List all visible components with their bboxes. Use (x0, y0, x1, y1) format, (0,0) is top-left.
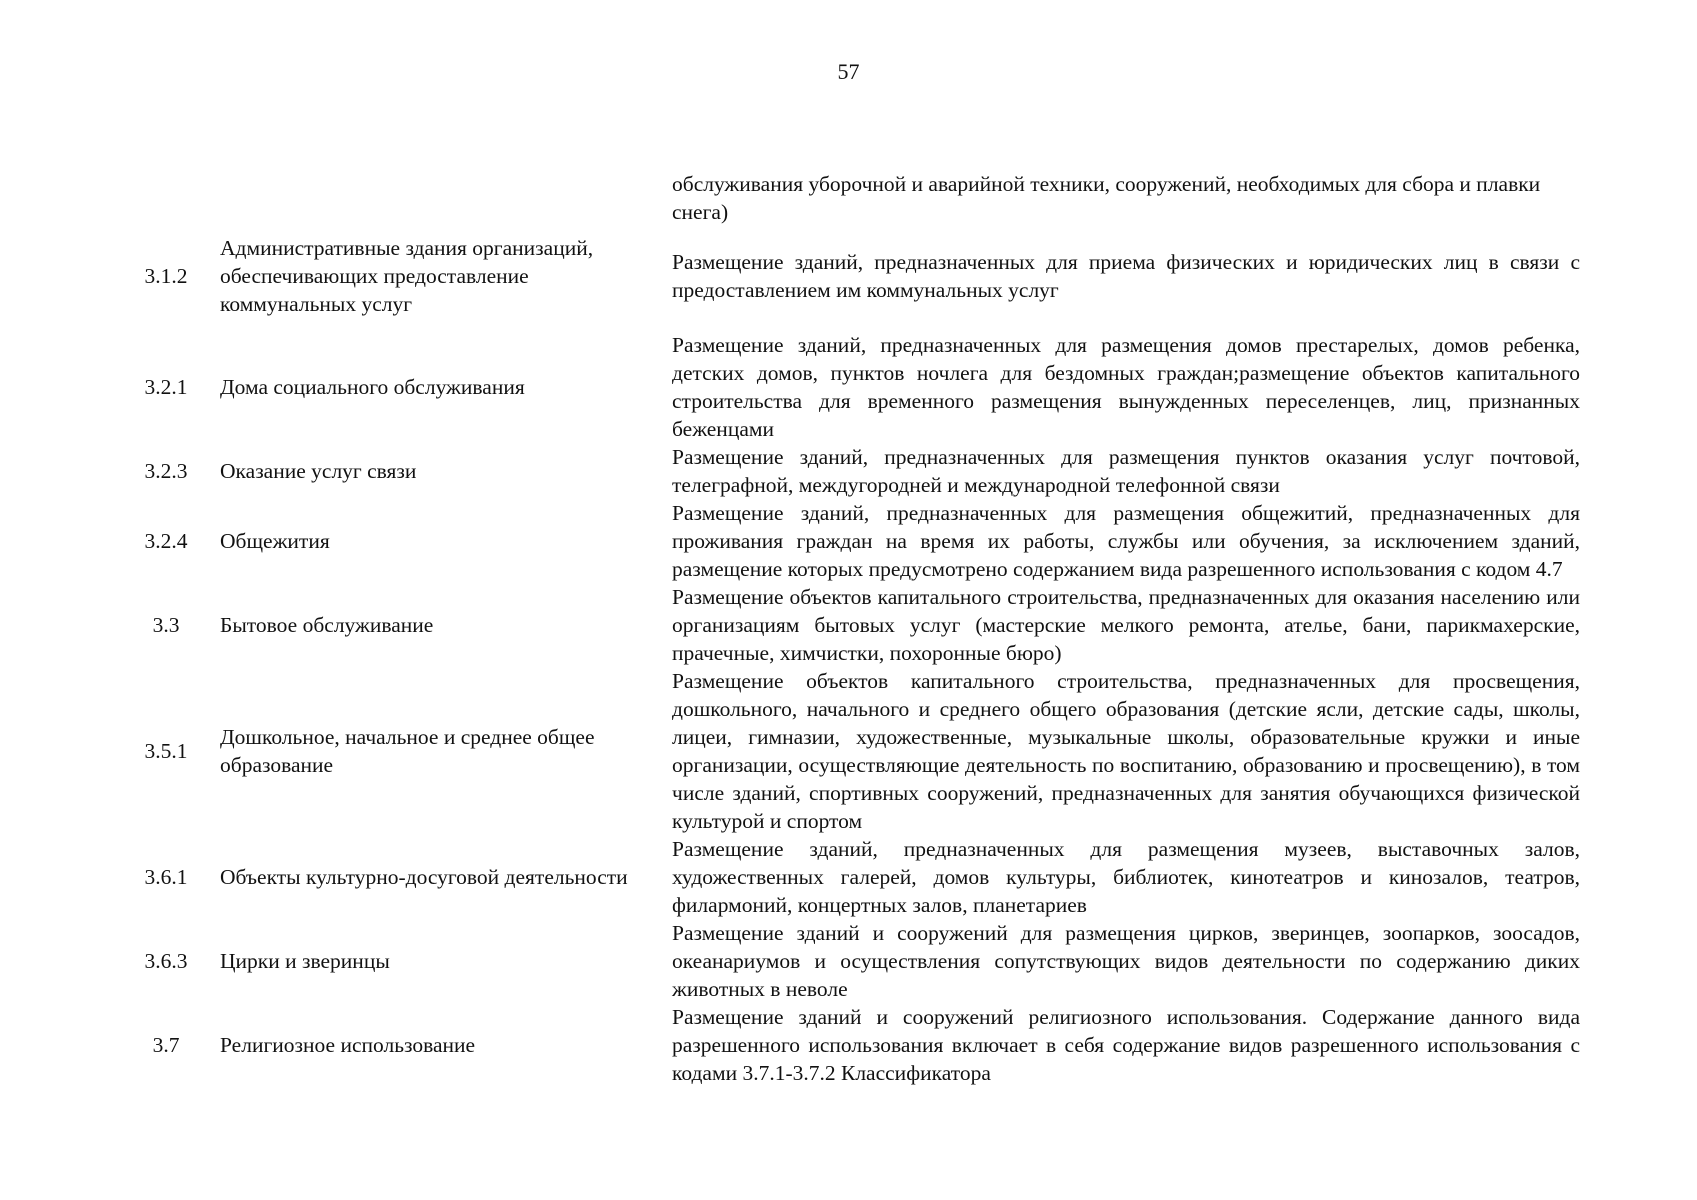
table-row (120, 835, 1580, 919)
table-row (120, 499, 1580, 583)
row-description: Размещение зданий, предназначенных для размещения общежитий, предназначенных для проживания граждан на время их работы, службы или обучения, за исключением зданий, размещение которых предусмотрено содержанием вида разрешенного использования с кодом 4.7 (672, 501, 1580, 581)
row-name: Объекты культурно-досуговой деятельности (220, 865, 628, 889)
row-code: 3.3 (152, 613, 180, 637)
row-name: Религиозное использование (220, 1033, 476, 1057)
row-description: обслуживания уборочной и аварийной техники, сооружений, необходимых для сбора и плавки снега) (672, 172, 1541, 224)
table-row (120, 919, 1580, 1003)
row-code: 3.2.4 (144, 529, 188, 553)
row-description: Размещение зданий и сооружений религиозного использования. Содержание данного вида разрешенного использования включает в себя содержание видов разрешенного использования с кодами 3.7.1-3.7.2 Классификатора (672, 1005, 1580, 1085)
row-name: Дома социального обслуживания (220, 375, 525, 399)
table-row (120, 331, 1580, 443)
land-use-table (120, 170, 1580, 1087)
row-name: Административные здания организаций, обеспечивающих предоставление коммунальных услуг (220, 236, 594, 316)
row-name: Бытовое обслуживание (220, 613, 434, 637)
row-code: 3.5.1 (144, 739, 188, 763)
table-row (120, 667, 1580, 835)
table-row (120, 583, 1580, 667)
table-row (120, 234, 1580, 318)
row-code: 3.6.1 (144, 865, 188, 889)
row-description: Размещение зданий, предназначенных для размещения пунктов оказания услуг почтовой, телеграфной, междугородней и международной телефонной связи (672, 445, 1580, 497)
row-description: Размещение зданий и сооружений для размещения цирков, зверинцев, зоопарков, зоосадов, океанариумов и осуществления сопутствующих видов деятельности по содержанию диких животных в неволе (672, 921, 1580, 1001)
table-row (120, 443, 1580, 499)
table-row (120, 1003, 1580, 1087)
row-name: Общежития (220, 529, 330, 553)
row-name: Дошкольное, начальное и среднее общее образование (220, 725, 595, 777)
row-code: 3.1.2 (144, 264, 188, 288)
row-code: 3.2.1 (144, 375, 188, 399)
row-name: Оказание услуг связи (220, 459, 417, 483)
page-number: 57 (837, 59, 860, 84)
row-description: Размещение зданий, предназначенных для размещения музеев, выставочных залов, художественных галерей, домов культуры, библиотек, кинотеатров и кинозалов, театров, филармоний, концертных залов, планетариев (672, 837, 1580, 917)
row-description: Размещение зданий, предназначенных для приема физических и юридических лиц в связи с предоставлением им коммунальных услуг (672, 250, 1580, 302)
row-description: Размещение зданий, предназначенных для размещения домов престарелых, домов ребенка, детских домов, пунктов ночлега для бездомных граждан;размещение объектов капитального строительства для временного размещения вынужденных переселенцев, лиц, признанных беженцами (672, 333, 1580, 441)
row-description: Размещение объектов капитального строительства, предназначенных для оказания населению или организациям бытовых услуг (мастерские мелкого ремонта, ателье, бани, парикмахерские, прачечные, химчистки, похоронные бюро) (672, 585, 1580, 665)
row-code: 3.6.3 (144, 949, 188, 973)
row-code: 3.2.3 (144, 459, 188, 483)
row-name: Цирки и зверинцы (220, 949, 390, 973)
row-description: Размещение объектов капитального строительства, предназначенных для просвещения, дошкольного, начального и среднего общего образования (детские ясли, детские сады, школы, лицеи, гимназии, художественные, музыкальные школы, образовательные кружки и иные организации, осуществляющие деятельность по воспитанию, образованию и просвещению), в том числе зданий, спортивных сооружений, предназначенных для занятия обучающихся физической культурой и спортом (672, 669, 1580, 833)
table-row (120, 170, 1580, 226)
row-code: 3.7 (152, 1033, 180, 1057)
